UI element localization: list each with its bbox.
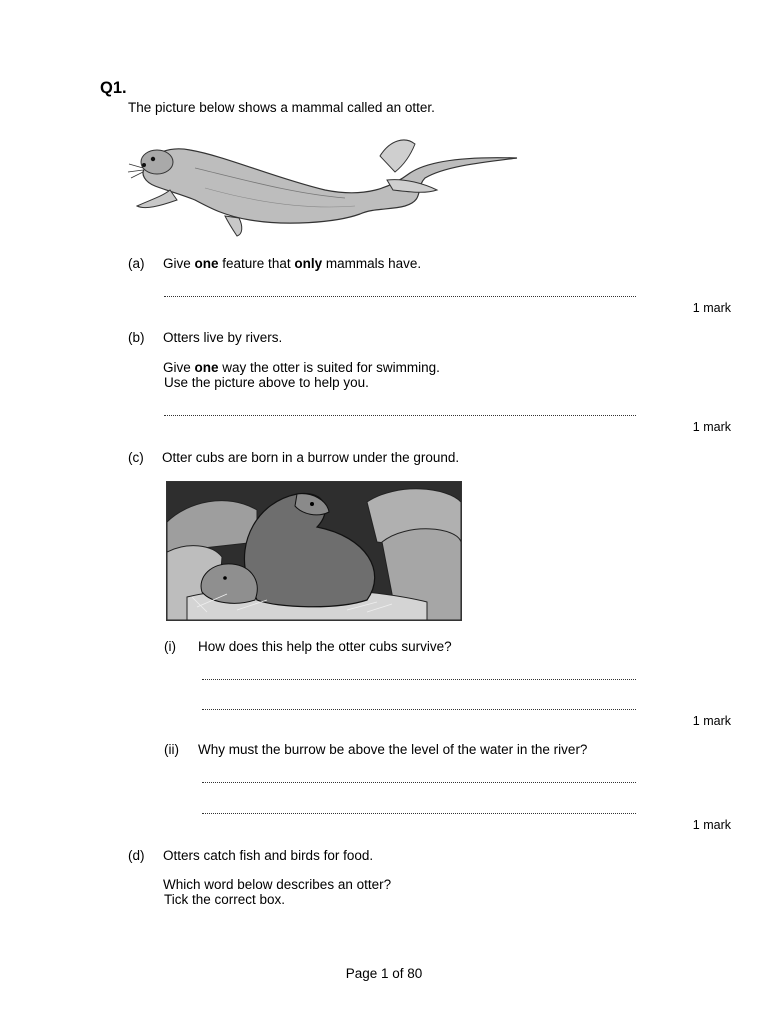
page-number: Page 1 of 80	[345, 966, 423, 981]
part-d-statement: Otters catch fish and birds for food.	[163, 848, 374, 863]
mark-b: 1 mark	[692, 420, 731, 434]
answer-line-c-i-2[interactable]	[202, 709, 636, 710]
answer-line-c-ii-2[interactable]	[202, 813, 636, 814]
answer-line-b[interactable]	[164, 415, 636, 416]
part-c-label: (c)	[128, 450, 144, 465]
part-d-instruction: Tick the correct box.	[164, 892, 286, 907]
part-d-label: (d)	[128, 848, 145, 863]
answer-line-c-i-1[interactable]	[202, 679, 636, 680]
part-d-question: Which word below describes an otter?	[163, 877, 392, 892]
part-c-i-label: (i)	[164, 639, 176, 654]
part-a-label: (a)	[128, 256, 145, 271]
question-intro: The picture below shows a mammal called an otter.	[128, 100, 435, 115]
part-a-question: Give one feature that only mammals have.	[163, 256, 422, 271]
part-b-statement: Otters live by rivers.	[163, 330, 283, 345]
part-c-statement: Otter cubs are born in a burrow under the ground.	[162, 450, 460, 465]
mark-c-ii: 1 mark	[692, 818, 731, 832]
answer-line-a[interactable]	[164, 296, 636, 297]
part-b-label: (b)	[128, 330, 145, 345]
part-c-ii-label: (ii)	[164, 742, 179, 757]
question-number: Q1.	[100, 79, 127, 97]
otter-illustration	[125, 128, 520, 240]
mark-a: 1 mark	[692, 301, 731, 315]
part-b-hint: Use the picture above to help you.	[164, 375, 369, 390]
otter-burrow-illustration	[166, 481, 462, 621]
part-b-question: Give one way the otter is suited for swimming.	[163, 360, 440, 375]
part-c-i-question: How does this help the otter cubs survive?	[198, 639, 452, 654]
mark-c-i: 1 mark	[692, 714, 731, 728]
part-c-ii-question: Why must the burrow be above the level of the water in the river?	[198, 742, 588, 757]
answer-line-c-ii-1[interactable]	[202, 782, 636, 783]
